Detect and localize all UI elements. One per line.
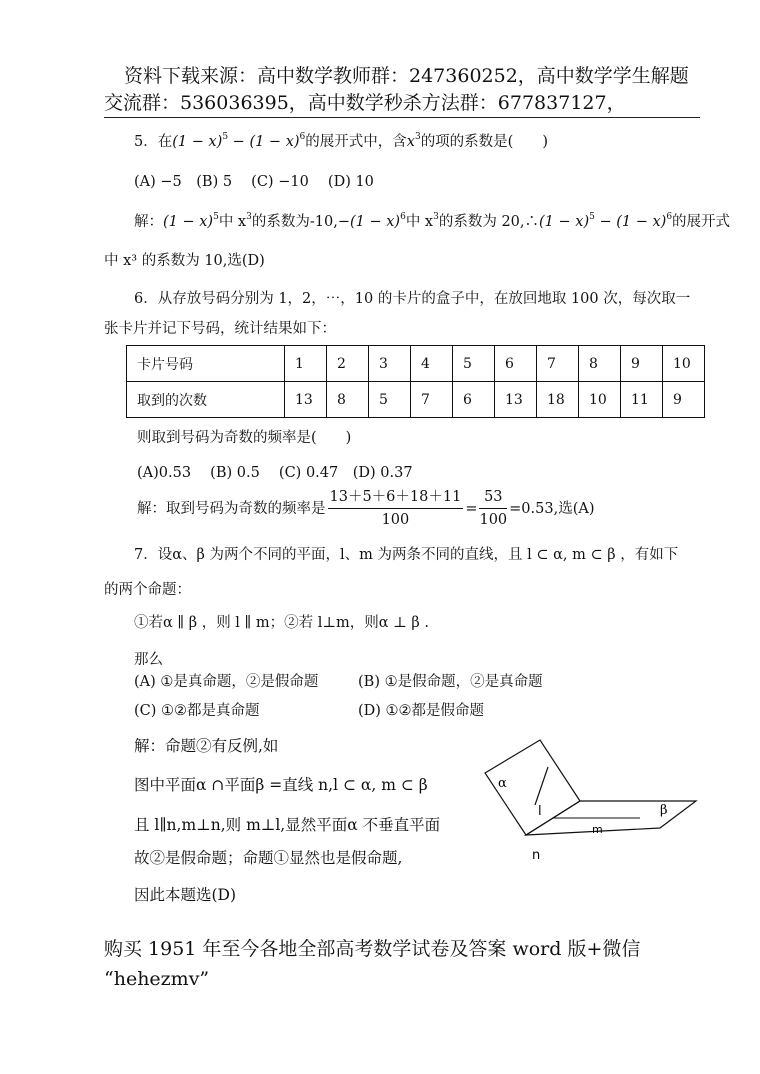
q5-solution-line-1: 解：$(1 - x)^5$中 $x^3$的系数为$-10,-(1 - x)^6$中 $x^3$的系数为 20,∴(1 − $x)^5 - (1 - x)^6$的展开式 [134,212,731,230]
q7-solution-line-2: 图中平面α ∩平面β =直线 n,l ⊂ α, m ⊂ β [134,776,428,794]
q7-solution-line-1: 解：命题②有反例,如 [134,737,279,755]
planes-diagram [480,735,710,865]
table-cell: 13 [285,382,327,418]
table-cell: 7 [537,346,579,382]
q7-option-d: (D) ①②都是假命题 [358,703,485,719]
q5-options: (A) −5 (B) 5 (C) −10 (D) 10 [134,174,374,190]
table-cell: 9 [621,346,663,382]
q7-option-b: (B) ①是假命题，②是真命题 [358,674,543,690]
fraction: $\frac{13+5+6+18+11}{100}$ [329,489,462,528]
table-cell: 6 [495,346,537,382]
q6-question: 则取到号码为奇数的频率是( ) [137,430,352,446]
table-cell: 5 [369,382,411,418]
q7-then: 那么 [134,652,163,668]
table-cell: 1 [285,346,327,382]
planes-figure [480,735,710,869]
q7-solution-line-4: 故②是假命题；命题①显然也是假命题, [134,849,403,867]
header-line-2: 交流群：536036395，高中数学秒杀方法群：677837127， [104,92,626,114]
q7-propositions: ①若α ∥ β ，则 l ∥ m；②若 l⊥m，则α ⊥ β . [134,615,429,631]
footer-line-2: “hehezmv” [104,968,210,990]
header-line-1: 资料下载来源：高中数学教师群：247360252，高中数学学生解题 [124,65,689,87]
line-l [535,767,548,805]
table-cell: 4 [411,346,453,382]
label-beta: β [660,803,668,818]
q7-solution-line-5: 因此本题选(D) [134,886,237,904]
table-cell: 10 [579,382,621,418]
q7-stem-line-1: 7．设α、β 为两个不同的平面，l、m 为两条不同的直线，且 l ⊂ α, m ⊂ β ，有如下 [134,547,679,563]
q6-options: (A)0.53 (B) 0.5 (C) 0.47 (D) 0.37 [137,465,413,481]
table-cell: 2 [327,346,369,382]
table-cell: 8 [327,382,369,418]
row-label: 取到的次数 [127,382,285,418]
q6-stat-table [126,345,705,418]
row-label: 卡片号码 [127,346,285,382]
q7-solution-line-3: 且 l∥n,m⊥n,则 m⊥l,显然平面α 不垂直平面 [134,816,441,834]
fraction: $\frac{53}{100}$ [479,489,508,528]
table-cell: 8 [579,346,621,382]
table-cell: 3 [369,346,411,382]
table-cell: 10 [663,346,705,382]
table-cell: 6 [453,382,495,418]
table-cell: 13 [495,382,537,418]
q6-solution: 解：取到号码为奇数的频率是 $\frac{13+5+6+18+11}{100}$ = $\frac{53}{100}$ =0.53,选(A) [137,489,595,528]
q6-stem-line-1: 6．从存放号码分别为 1，2，⋯，10 的卡片的盒子中，在放回地取 100 次，每次取一 [134,291,691,307]
label-l: l [538,804,542,819]
label-alpha: α [498,776,507,791]
table-cell: 11 [621,382,663,418]
footer [104,934,724,994]
footer-line-1: 购买 1951 年至今各地全部高考数学试卷及答案 word 版+微信 [104,938,641,960]
q7-option-a: (A) ①是真命题，②是假命题 [134,674,319,690]
label-n: n [532,848,541,863]
table-cell: 7 [411,382,453,418]
q7-option-c: (C) ①②都是真命题 [134,703,260,719]
header-divider [104,117,700,118]
table-cell: 9 [663,382,705,418]
label-m: m [592,823,603,836]
table-row [127,346,705,382]
table-cell: 18 [537,382,579,418]
table-row [127,382,705,418]
q6-stem-line-2: 张卡片并记下号码，统计结果如下： [104,321,336,337]
q7-stem-line-2: 的两个命题： [104,582,191,598]
table-cell: 5 [453,346,495,382]
q5-stem: 5．在$(1 - x)^5 - (1 - x)^6$的展开式中，含$x^3$的项的系数是( ) [134,132,549,150]
q5-solution-line-2: 中 x³ 的系数为 10,选(D) [104,253,265,269]
